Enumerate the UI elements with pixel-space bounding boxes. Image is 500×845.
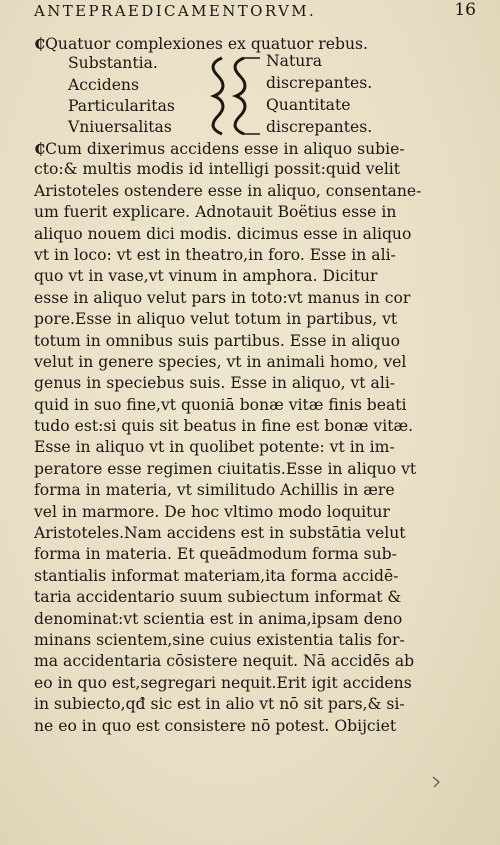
right-term: discrepantes. (266, 74, 373, 92)
text-line: stantialis informat materiam,ita forma accidē- (34, 566, 399, 585)
text-line: Aristoteles.Nam accidens est in substātia velut (34, 524, 406, 543)
body-text (34, 138, 474, 737)
table-heading-text: Quatuor complexiones ex quatuor rebus. (45, 35, 368, 53)
text-line: forma in materia, vt similitudo Achillis in ære (34, 481, 395, 500)
text-line: peratore esse regimen ciuitatis.Esse in aliquo vt (34, 459, 417, 478)
folio-number: 16 (454, 0, 476, 20)
left-term: Substantia. (68, 54, 158, 72)
right-term: discrepantes. (266, 118, 373, 136)
text-line: velut in genere species, vt in animali homo, vel (34, 352, 407, 371)
paragraph-mark-icon: ₵ (34, 34, 46, 53)
left-term: Vniuersalitas (68, 118, 172, 136)
text-line: genus in speciebus suis. Esse in aliquo, vt ali- (34, 374, 396, 393)
right-term: Quantitate (266, 96, 351, 114)
text-line: taria accidentario suum subiectum informat & (34, 588, 402, 607)
text-line: um fuerit explicare. Adnotauit Boëtius esse in (34, 203, 397, 222)
text-line: ma accidentaria cōsistere nequit. Nā accidēs ab (34, 652, 415, 671)
running-title: ANTEPRAEDICAMENTORVM. (34, 2, 317, 20)
text-line: quid in suo fine,vt quoniā bonæ vitæ finis beati (34, 395, 407, 414)
text-line: aliquo nouem dici modis. dicimus esse in aliquo (34, 224, 412, 243)
left-term: Accidens (68, 76, 139, 94)
text-line: quo vt in vase,vt vinum in amphora. Dicitur (34, 267, 378, 286)
text-line: in subiecto,qđ sic est in alio vt nō sit pars,& si- (34, 695, 405, 714)
paragraph-mark-icon: ₵ (34, 139, 46, 158)
text-line: vel in marmore. De hoc vltimo modo loquitur (34, 502, 390, 521)
text-line: minans scientem,sine cuius existentia talis for- (34, 630, 405, 649)
text-line: esse in aliquo velut pars in toto:vt manus in cor (34, 288, 411, 307)
text-line (34, 138, 474, 159)
brace-connectors-icon (204, 54, 264, 138)
text-line: cto:& multis modis id intelligi possit:quid velit (34, 160, 401, 179)
text-line: eo in quo est,segregari nequit.Erit igit accidens (34, 673, 412, 692)
text-line: denominat:vt scientia est in anima,ipsam deno (34, 609, 403, 628)
table-heading (34, 34, 368, 53)
complexiones-table (34, 34, 474, 144)
text-line: totum in omnibus suis partibus. Esse in aliquo (34, 331, 401, 350)
page-header (26, 0, 476, 24)
text-line: Esse in aliquo vt in quolibet potente: vt in im- (34, 438, 395, 457)
text-line: forma in materia. Et queādmodum forma sub- (34, 545, 397, 564)
text-line: vt in loco: vt est in theatro,in foro. Esse in ali- (34, 245, 396, 264)
text-line: Aristoteles ostendere esse in aliquo, consentane- (34, 181, 422, 200)
text-line: pore.Esse in aliquo velut totum in partibus, vt (34, 310, 398, 329)
text-line: ne eo in quo est consistere nō potest. Obijciet (34, 716, 397, 735)
left-term: Particularitas (68, 97, 175, 115)
ink-smudge-icon (430, 775, 442, 789)
text-line-content: Cum dixerimus accidens esse in aliquo subie- (45, 140, 405, 158)
right-term: Natura (266, 52, 323, 70)
text-line: tudo est:si quis sit beatus in fine est bonæ vitæ. (34, 417, 414, 436)
